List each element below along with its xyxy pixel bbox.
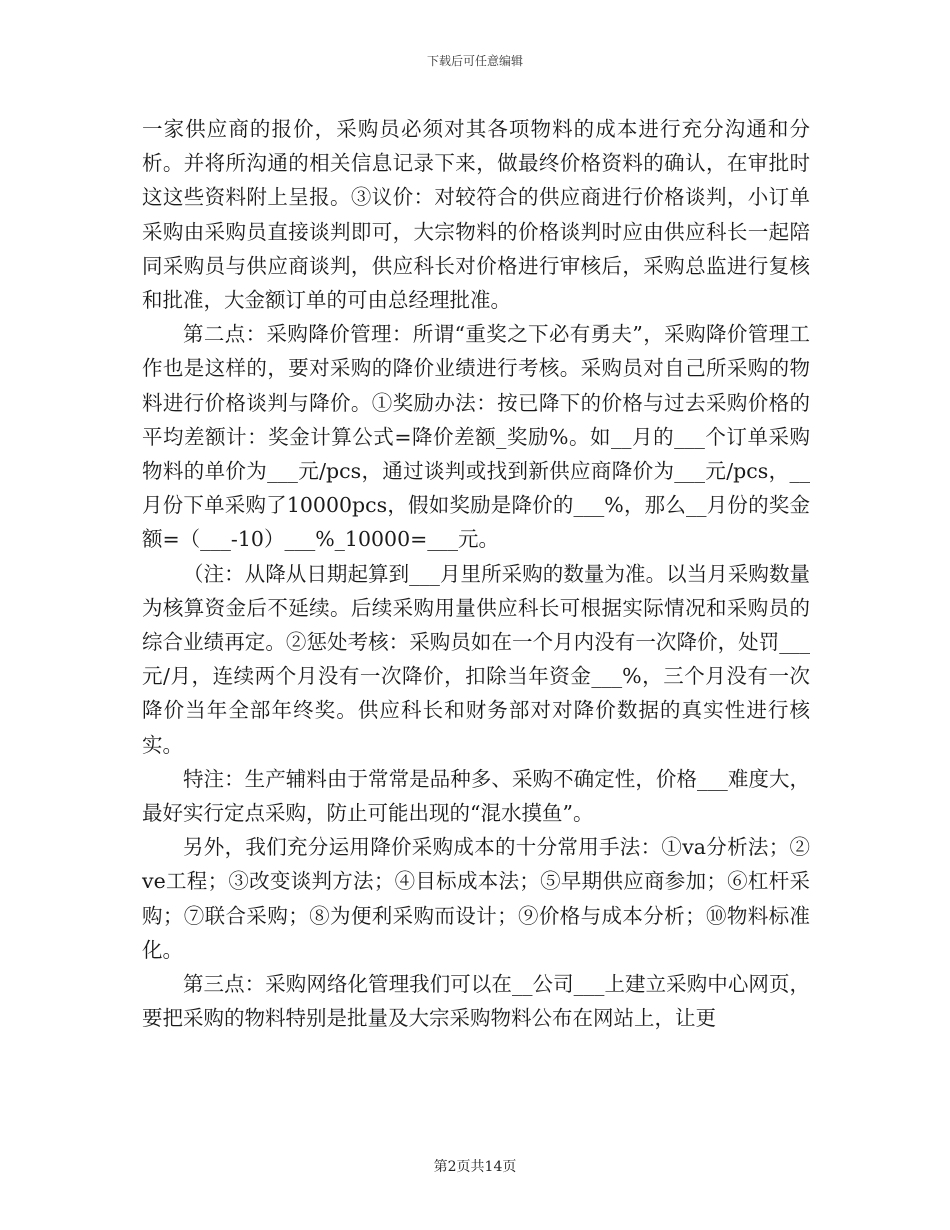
paragraph-2: 第二点：采购降价管理：所谓“重奖之下必有勇夫”，采购降价管理工作也是这样的，要对采购的降价业绩进行考核。采购员对自己所采购的物料进行价格谈判与降价。①奖励办法：按已降下的价格与过去采购价格的平均差额计：奖金计算公式=降价差额_奖励%。如__月的___个订单采购物料的单价为___元/pcs，通过谈判或找到新供应商降价为___元/pcs，__月份下单采购了10000pcs，假如奖励是降价的___%，那么__月份的奖金额=（___-10）___%_10000=___元。 — [142, 322, 810, 552]
paragraph-1: 一家供应商的报价，采购员必须对其各项物料的成本进行充分沟通和分析。并将所沟通的相关信息记录下来，做最终价格资料的确认，在审批时这这些资料附上呈报。③议价：对较符合的供应商进行价格谈判，小订单采购由采购员直接谈判即可，大宗物料的价格谈判时应由供应科长一起陪同采购员与供应商谈判，供应科长对价格进行审核后，采购总监进行复核和批准，大金额订单的可由总经理批准。 — [142, 117, 810, 313]
document-body — [142, 112, 810, 1035]
page-number: 第2页共14页 — [433, 1159, 517, 1175]
paragraph-4: 特注：生产辅料由于常常是品种多、采购不确定性，价格___难度大，最好实行定点采购，防止可能出现的“混水摸鱼”。 — [142, 766, 810, 826]
paragraph-6: 第三点：采购网络化管理我们可以在__公司___上建立采购中心网页，要把采购的物料特别是批量及大宗采购物料公布在网站上，让更 — [142, 972, 810, 1031]
page-header-note: 下载后可任意编辑 — [426, 54, 523, 68]
paragraph-5: 另外，我们充分运用降价采购成本的十分常用手法：①va分析法；②ve工程；③改变谈判方法；④目标成本法；⑤早期供应商参加；⑥杠杆采购；⑦联合采购；⑧为便利采购而设计；⑨价格与成本分析；⑩物料标准化。 — [142, 835, 810, 962]
paragraph-3: （注：从降从日期起算到___月里所采购的数量为准。以当月采购数量为核算资金后不延续。后续采购用量供应科长可根据实际情况和采购员的综合业绩再定。②惩处考核：采购员如在一个月内没有一次降价，处罚___元/月，连续两个月没有一次降价，扣除当年资金___%，三个月没有一次降价当年全部年终奖。供应科长和财务部对对降价数据的真实性进行核实。 — [142, 561, 810, 757]
